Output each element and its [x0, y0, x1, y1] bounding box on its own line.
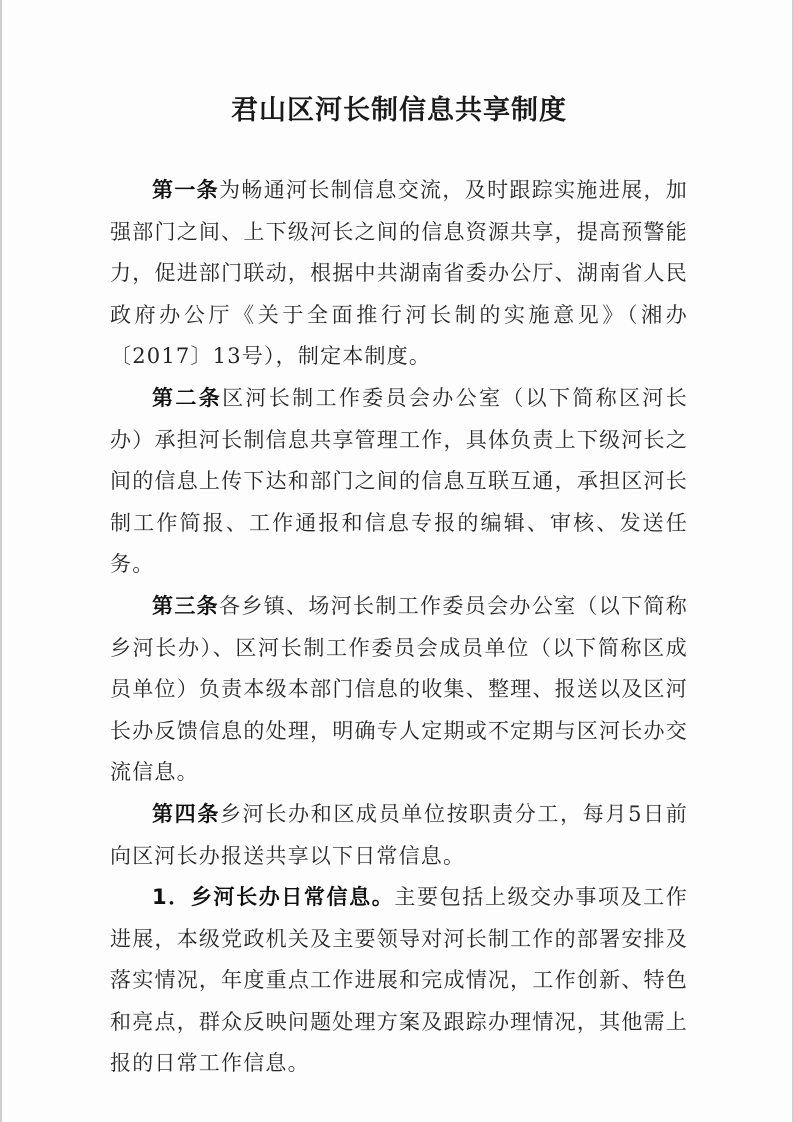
article-text: 为畅通河长制信息交流，及时跟踪实施进展，加强部门之间、上下级河长之间的信息资源共享，提高预警能力，促进部门联动，根据中共湖南省委办公厅、湖南省人民政府办公厅《关于全面推行河长制的实施意见》（湘办〔2017〕13号），制定本制度。	[110, 178, 688, 369]
article-text: 各乡镇、场河长制工作委员会办公室（以下简称乡河长办）、区河长制工作委员会成员单位（以下简称区成员单位）负责本级本部门信息的收集、整理、报送以及区河长办反馈信息的处理，明确专人定期或不定期与区河长办交流信息。	[110, 593, 688, 785]
article-label: 第一条	[152, 178, 220, 202]
document-body	[110, 170, 688, 1085]
article-2	[110, 378, 688, 586]
article-label: 第二条	[152, 385, 223, 410]
article-1	[110, 170, 688, 378]
item-label: 1．乡河长办日常信息。	[152, 885, 395, 910]
article-4	[110, 794, 688, 877]
document-title: 君山区河长制信息共享制度	[231, 95, 567, 126]
article-label: 第三条	[152, 593, 220, 618]
item-text: 主要包括上级交办事项及工作进展，本级党政机关及主要领导对河长制工作的部署安排及落实情况，年度重点工作进展和完成情况，工作创新、特色和亮点，群众反映问题处理方案及跟踪办理情况，其他需上报的日常工作信息。	[110, 885, 689, 1076]
article-3	[110, 586, 688, 794]
article-text: 区河长制工作委员会办公室（以下简称区河长办）承担河长制信息共享管理工作，具体负责上下级河长之间的信息上传下达和部门之间的信息互联互通，承担区河长制工作简报、工作通报和信息专报的编辑、审核、发送任务。	[110, 385, 688, 577]
item-1	[110, 877, 688, 1085]
article-label: 第四条	[152, 801, 221, 826]
article-text: 乡河长办和区成员单位按职责分工，每月5日前向区河长办报送共享以下日常信息。	[110, 801, 688, 868]
